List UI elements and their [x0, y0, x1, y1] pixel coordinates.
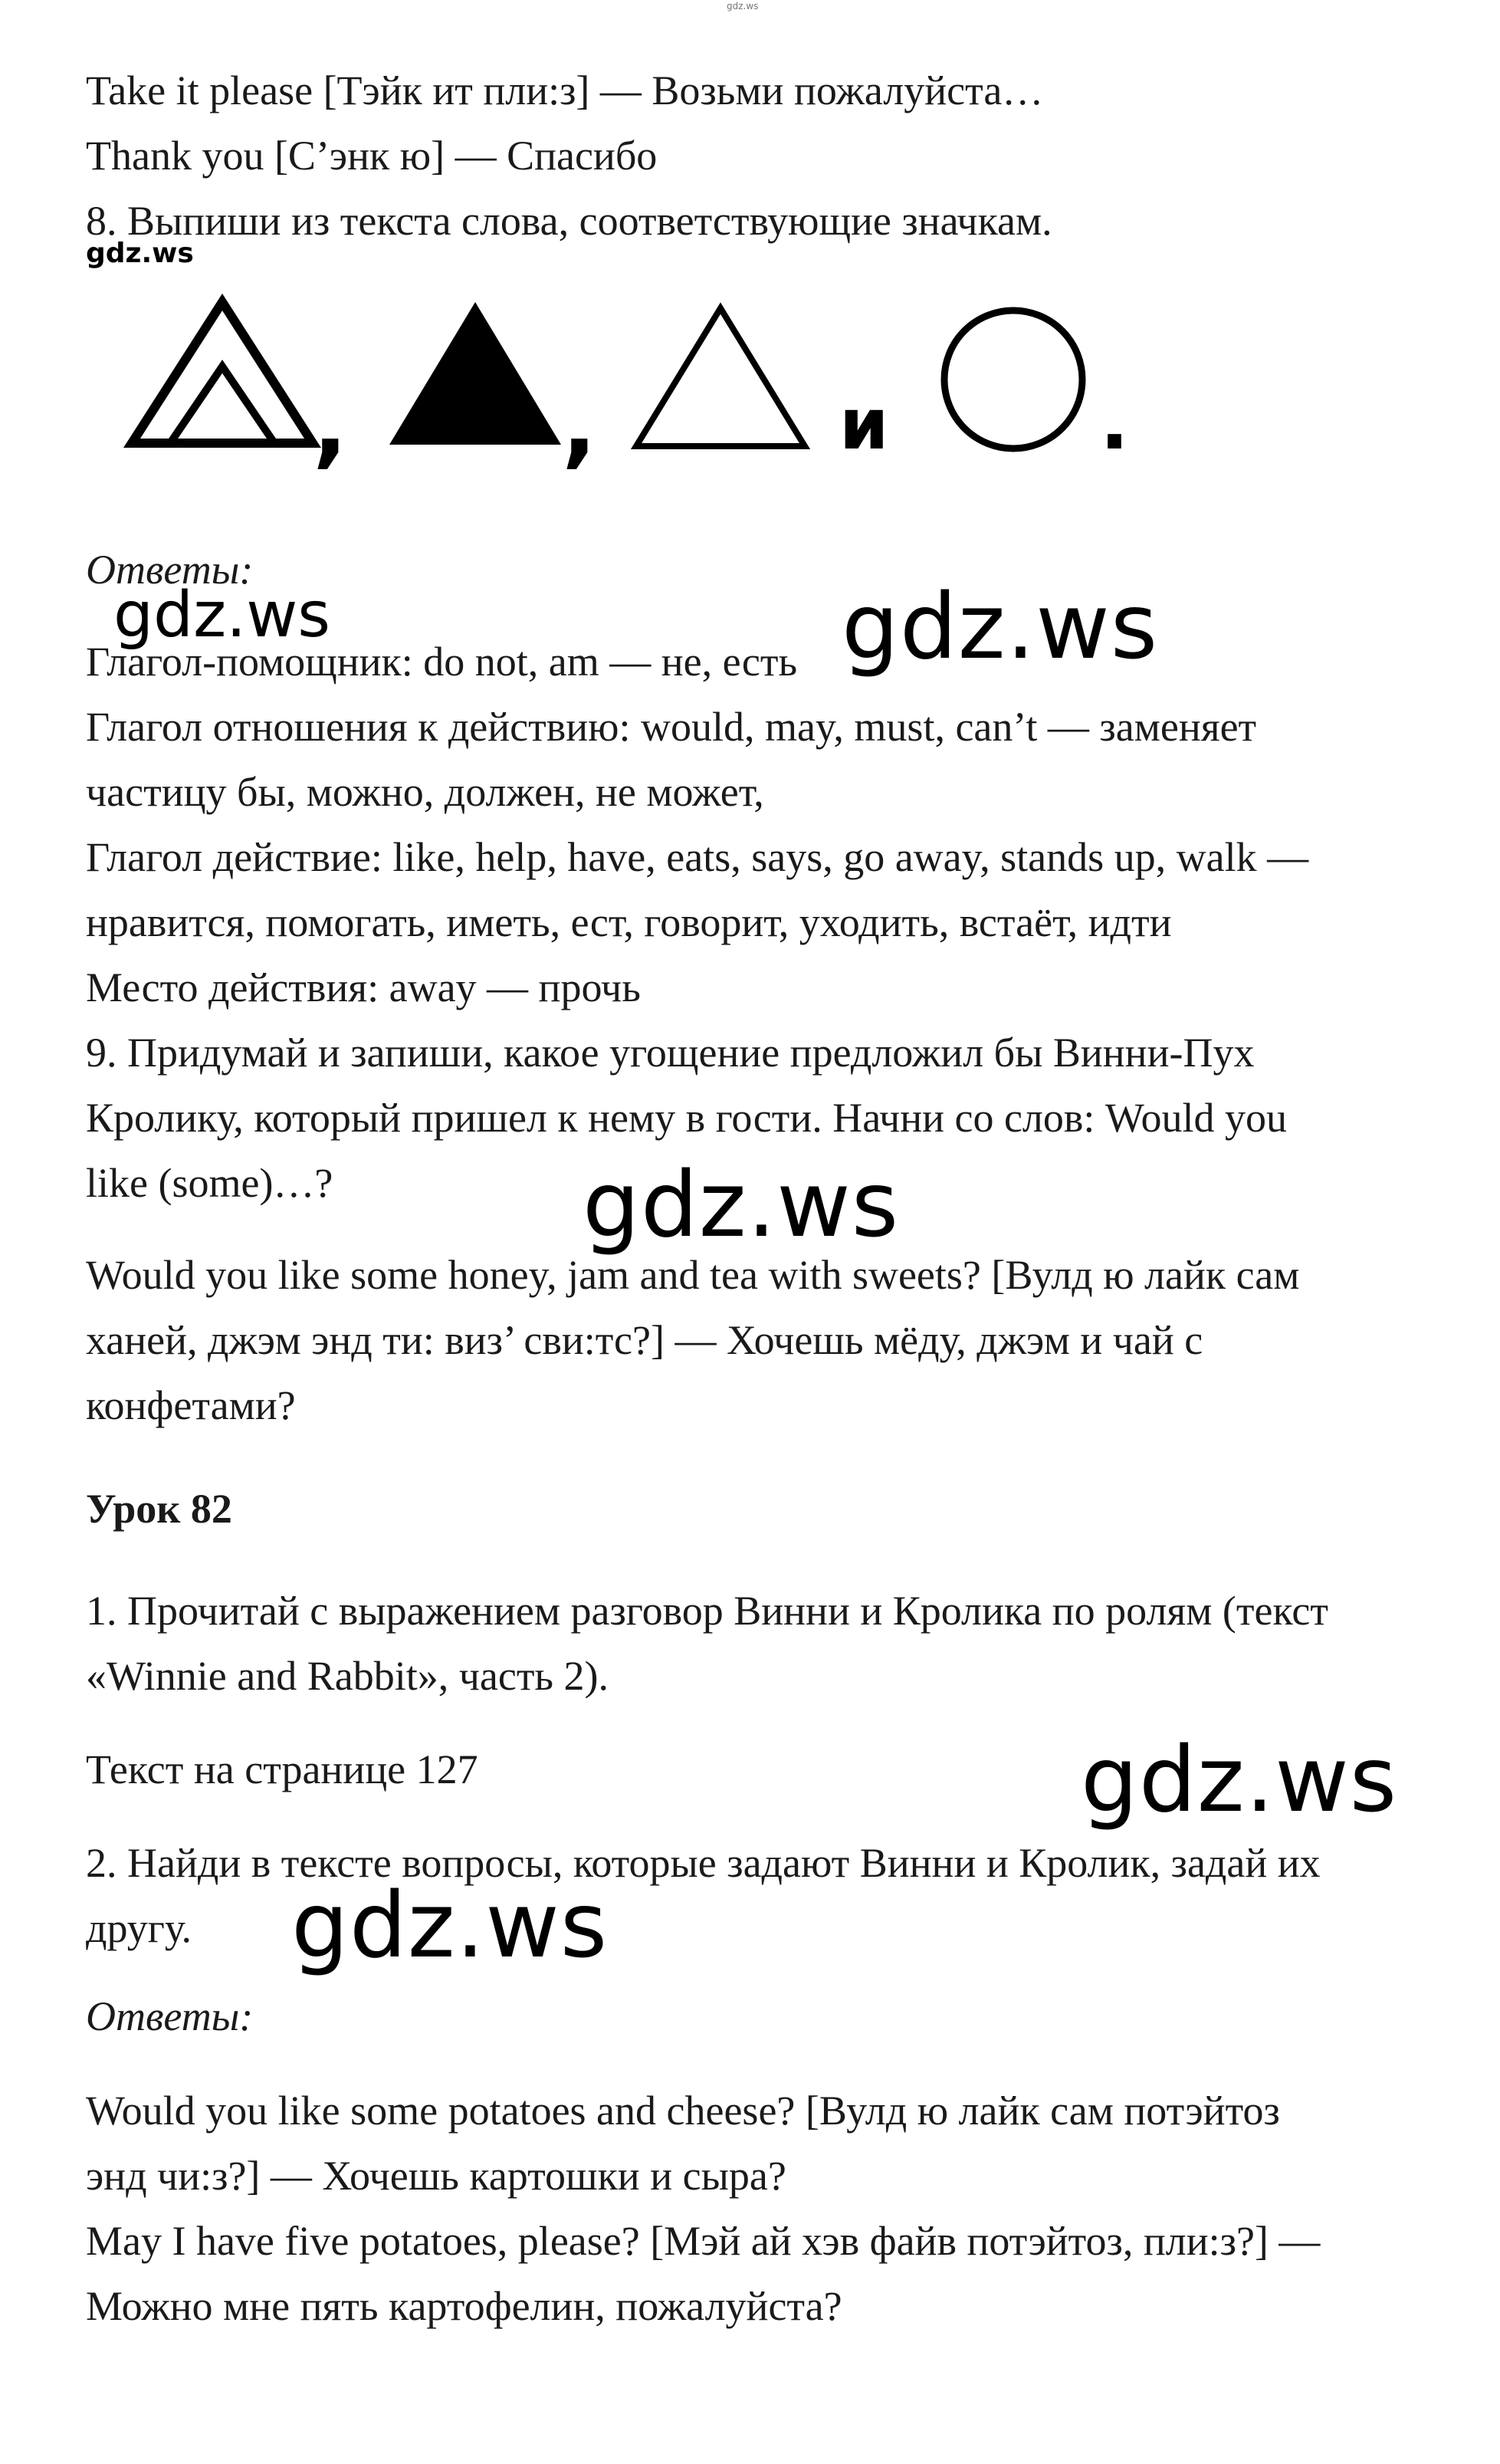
watermark: gdz.ws: [113, 579, 330, 652]
outline-triangle-icon: [636, 308, 805, 446]
text-line: Would you like some honey, jam and tea with sweets? [Вулд ю лайк сам: [86, 1252, 1300, 1298]
text-line: Текст на странице 127: [86, 1746, 478, 1792]
text-line: Глагол действие: like, help, have, eats, says, go away, stands up, walk —: [86, 834, 1309, 880]
watermark: gdz.ws: [1081, 1726, 1398, 1832]
watermark: gdz.ws: [842, 573, 1159, 679]
text-line: Место действия: away — прочь: [86, 964, 641, 1010]
text-line: нравится, помогать, иметь, ест, говорит, уходить, встаёт, идти: [86, 899, 1172, 945]
text-line: энд чи:з?] — Хочешь картошки и сыра?: [86, 2153, 786, 2199]
text-line: другу.: [86, 1905, 192, 1951]
text-line: Глагол-помощник: do not, am — не, есть: [86, 639, 798, 685]
lesson-heading: Урок 82: [86, 1486, 232, 1532]
text-line: Would you like some potatoes and cheese? [Вулд ю лайк сам потэйтоз: [86, 2088, 1280, 2134]
task-2: 2. Найди в тексте вопросы, которые задают Винни и Кролик, задай их: [86, 1840, 1321, 1886]
task-9: 9. Придумай и запиши, какое угощение предложил бы Винни-Пух: [86, 1030, 1255, 1076]
nested-triangle-icon: [132, 302, 313, 443]
comma: ,: [313, 372, 348, 478]
text-line: Глагол отношения к действию: would, may, must, can’t — заменяет: [86, 704, 1257, 750]
task-symbols: [123, 291, 1150, 498]
watermark: gdz.ws: [291, 1872, 609, 1978]
task-1: 1. Прочитай с выражением разговор Винни и Кролика по ролям (текст: [86, 1588, 1328, 1634]
task-8: 8. Выпиши из текста слова, соответствующие значкам.: [86, 198, 1052, 244]
text-line: ханей, джэм энд ти: виз’ сви:тс?] — Хочешь мёду, джэм и чай с: [86, 1317, 1203, 1363]
period: .: [1100, 377, 1129, 467]
text-line: «Winnie and Rabbit», часть 2).: [86, 1653, 609, 1699]
watermark-top: gdz.ws: [727, 1, 759, 11]
text-line: конфетами?: [86, 1382, 296, 1428]
text-line: Кролику, который пришел к нему в гости. Начни со слов: Would you: [86, 1095, 1288, 1141]
answers-heading: Ответы:: [86, 547, 254, 593]
text-line: Take it please [Тэйк ит пли:з] — Возьми пожалуйста…: [86, 67, 1044, 113]
text-line: частицу бы, можно, должен, не может,: [86, 769, 764, 815]
circle-icon: [944, 310, 1082, 448]
watermark: gdz.ws: [86, 238, 194, 269]
text-line: Можно мне пять картофелин, пожалуйста?: [86, 2283, 842, 2329]
comma: ,: [562, 372, 597, 478]
watermark: gdz.ws: [583, 1152, 900, 1257]
text-line: like (some)…?: [86, 1160, 333, 1206]
text-line: May I have five potatoes, please? [Мэй ай хэв файв потэйтоз, пли:з?] —: [86, 2218, 1321, 2264]
answers-heading: Ответы:: [86, 1993, 254, 2039]
and-label: и: [839, 383, 889, 465]
text-line: Thank you [С’энк ю] — Спасибо: [86, 133, 658, 179]
filled-triangle-icon: [389, 302, 561, 445]
